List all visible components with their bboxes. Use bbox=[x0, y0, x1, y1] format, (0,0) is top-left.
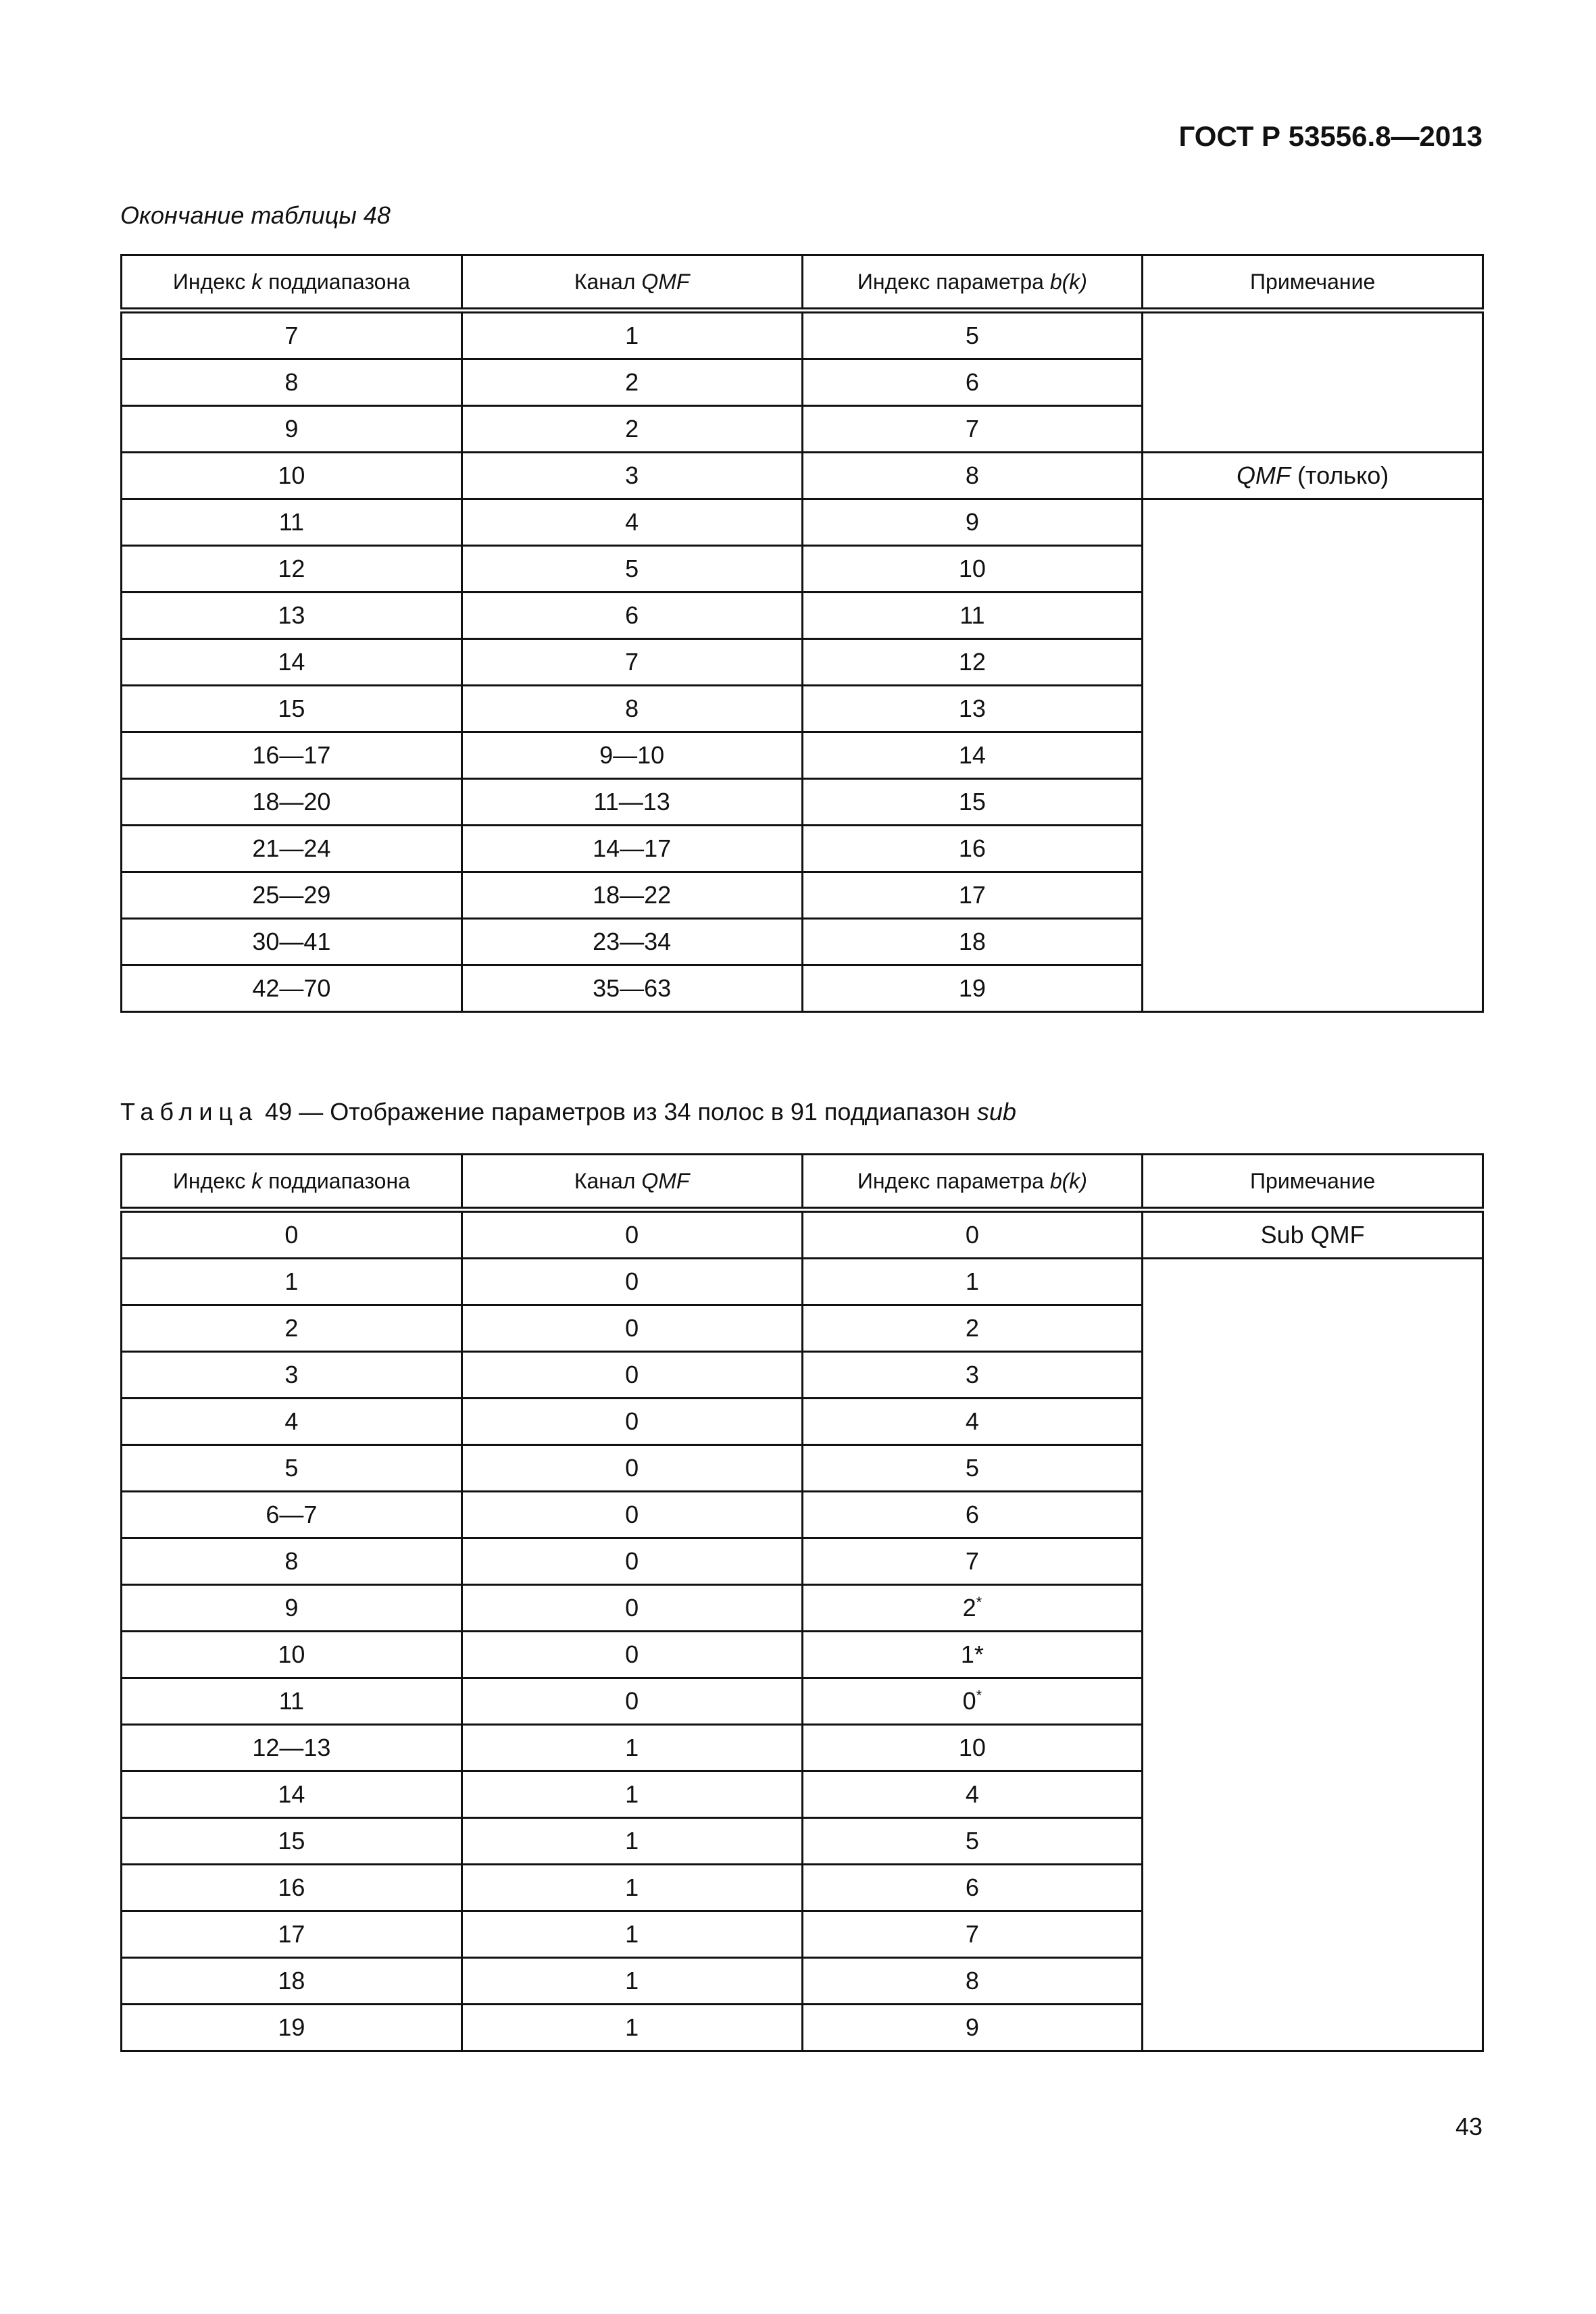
table-row bbox=[122, 453, 1483, 499]
column-header bbox=[1143, 1155, 1483, 1210]
column-header-text: поддиапазона bbox=[262, 269, 410, 294]
table-48-continuation-caption: Окончание таблицы 48 bbox=[120, 201, 391, 229]
subband-index-cell: 0 bbox=[122, 1210, 462, 1259]
note-cell bbox=[1143, 311, 1483, 453]
subband-index-cell: 10 bbox=[122, 1632, 462, 1678]
parameter-index-cell: 3 bbox=[802, 1352, 1143, 1399]
column-header-text: Примечание bbox=[1250, 1168, 1376, 1193]
qmf-channel-cell: 0 bbox=[462, 1399, 802, 1445]
document-code: ГОСТ Р 53556.8—2013 bbox=[1178, 120, 1482, 152]
parameter-index-cell: 8 bbox=[802, 1958, 1143, 2005]
parameter-index-cell: 1 bbox=[802, 1259, 1143, 1305]
parameter-index-cell: 7 bbox=[802, 1538, 1143, 1585]
parameter-index-cell: 6 bbox=[802, 1492, 1143, 1538]
table-row bbox=[122, 1210, 1483, 1259]
note-cell bbox=[1143, 1259, 1483, 2051]
qmf-channel-cell: 4 bbox=[462, 499, 802, 546]
column-header-text: Индекс bbox=[172, 1168, 252, 1193]
subband-index-cell: 9 bbox=[122, 406, 462, 453]
subband-index-cell: 7 bbox=[122, 311, 462, 359]
parameter-index-cell: 0* bbox=[802, 1678, 1143, 1725]
table-48 bbox=[120, 254, 1484, 1013]
parameter-index-cell: 11 bbox=[802, 593, 1143, 639]
column-header bbox=[1143, 255, 1483, 311]
qmf-channel-cell: 5 bbox=[462, 546, 802, 593]
parameter-index-cell: 12 bbox=[802, 639, 1143, 686]
parameter-index-cell: 18 bbox=[802, 919, 1143, 965]
table-49-label: Таблица bbox=[120, 1098, 259, 1126]
qmf-channel-cell: 0 bbox=[462, 1632, 802, 1678]
column-header-text: Примечание bbox=[1250, 269, 1376, 294]
column-header-text: Индекс параметра bbox=[857, 269, 1050, 294]
column-header-text: Канал bbox=[574, 1168, 642, 1193]
parameter-index-cell: 16 bbox=[802, 826, 1143, 872]
parameter-index-cell: 4 bbox=[802, 1399, 1143, 1445]
column-header-var: b(k) bbox=[1049, 1168, 1087, 1193]
qmf-channel-cell: 1 bbox=[462, 1911, 802, 1958]
parameter-index-cell: 2 bbox=[802, 1305, 1143, 1352]
qmf-channel-cell: 0 bbox=[462, 1305, 802, 1352]
column-header-var: QMF bbox=[641, 1168, 690, 1193]
subband-index-cell: 12—13 bbox=[122, 1725, 462, 1771]
subband-index-cell: 2 bbox=[122, 1305, 462, 1352]
subband-index-cell: 4 bbox=[122, 1399, 462, 1445]
subband-index-cell: 16—17 bbox=[122, 732, 462, 779]
subband-index-cell: 3 bbox=[122, 1352, 462, 1399]
note-text: (только) bbox=[1291, 461, 1389, 489]
parameter-index-cell: 9 bbox=[802, 2005, 1143, 2051]
subband-index-cell: 12 bbox=[122, 546, 462, 593]
parameter-index-cell: 5 bbox=[802, 311, 1143, 359]
parameter-index-cell: 9 bbox=[802, 499, 1143, 546]
qmf-channel-cell: 2 bbox=[462, 359, 802, 406]
parameter-index-cell: 10 bbox=[802, 546, 1143, 593]
subband-index-cell: 10 bbox=[122, 453, 462, 499]
table-row bbox=[122, 311, 1483, 359]
table-header-row bbox=[122, 255, 1483, 311]
column-header-var: b(k) bbox=[1049, 269, 1087, 294]
note-text: Sub QMF bbox=[1260, 1221, 1365, 1249]
parameter-index-cell: 8 bbox=[802, 453, 1143, 499]
qmf-channel-cell: 0 bbox=[462, 1538, 802, 1585]
qmf-channel-cell: 8 bbox=[462, 686, 802, 732]
column-header-text: Индекс параметра bbox=[857, 1168, 1050, 1193]
subband-index-cell: 6—7 bbox=[122, 1492, 462, 1538]
parameter-index-cell: 6 bbox=[802, 359, 1143, 406]
note-cell bbox=[1143, 1210, 1483, 1259]
qmf-channel-cell: 1 bbox=[462, 2005, 802, 2051]
subband-index-cell: 5 bbox=[122, 1445, 462, 1492]
parameter-index-cell: 7 bbox=[802, 406, 1143, 453]
subband-index-cell: 14 bbox=[122, 1771, 462, 1818]
qmf-channel-cell: 0 bbox=[462, 1585, 802, 1632]
subband-index-cell: 15 bbox=[122, 1818, 462, 1865]
column-header bbox=[122, 255, 462, 311]
parameter-index-cell: 13 bbox=[802, 686, 1143, 732]
subband-index-cell: 8 bbox=[122, 1538, 462, 1585]
column-header-var: QMF bbox=[641, 269, 690, 294]
page-number: 43 bbox=[1455, 2113, 1482, 2140]
qmf-channel-cell: 1 bbox=[462, 311, 802, 359]
subband-index-cell: 21—24 bbox=[122, 826, 462, 872]
qmf-channel-cell: 9—10 bbox=[462, 732, 802, 779]
qmf-channel-cell: 0 bbox=[462, 1678, 802, 1725]
parameter-index-cell: 6 bbox=[802, 1865, 1143, 1911]
parameter-index-cell: 5 bbox=[802, 1818, 1143, 1865]
subband-index-cell: 9 bbox=[122, 1585, 462, 1632]
parameter-index-cell: 14 bbox=[802, 732, 1143, 779]
column-header bbox=[802, 255, 1143, 311]
column-header bbox=[802, 1155, 1143, 1210]
note-var: QMF bbox=[1237, 461, 1291, 489]
parameter-index-cell: 17 bbox=[802, 872, 1143, 919]
qmf-channel-cell: 1 bbox=[462, 1725, 802, 1771]
column-header-text: поддиапазона bbox=[262, 1168, 410, 1193]
qmf-channel-cell: 1 bbox=[462, 1865, 802, 1911]
subband-index-cell: 11 bbox=[122, 499, 462, 546]
subband-index-cell: 30—41 bbox=[122, 919, 462, 965]
parameter-index-cell: 10 bbox=[802, 1725, 1143, 1771]
subband-index-cell: 13 bbox=[122, 593, 462, 639]
column-header bbox=[462, 1155, 802, 1210]
subband-index-cell: 17 bbox=[122, 1911, 462, 1958]
qmf-channel-cell: 1 bbox=[462, 1818, 802, 1865]
parameter-index-cell: 0 bbox=[802, 1210, 1143, 1259]
qmf-channel-cell: 0 bbox=[462, 1492, 802, 1538]
qmf-channel-cell: 1 bbox=[462, 1771, 802, 1818]
qmf-channel-cell: 23—34 bbox=[462, 919, 802, 965]
qmf-channel-cell: 0 bbox=[462, 1445, 802, 1492]
table-row bbox=[122, 499, 1483, 546]
qmf-channel-cell: 11—13 bbox=[462, 779, 802, 826]
qmf-channel-cell: 35—63 bbox=[462, 965, 802, 1012]
column-header-text: Индекс bbox=[172, 269, 252, 294]
table-row bbox=[122, 1259, 1483, 1305]
parameter-index-cell: 19 bbox=[802, 965, 1143, 1012]
subband-index-cell: 15 bbox=[122, 686, 462, 732]
subband-index-cell: 1 bbox=[122, 1259, 462, 1305]
qmf-channel-cell: 3 bbox=[462, 453, 802, 499]
qmf-channel-cell: 14—17 bbox=[462, 826, 802, 872]
qmf-channel-cell: 18—22 bbox=[462, 872, 802, 919]
parameter-index-cell: 1* bbox=[802, 1632, 1143, 1678]
subband-index-cell: 25—29 bbox=[122, 872, 462, 919]
parameter-index-cell: 5 bbox=[802, 1445, 1143, 1492]
column-header bbox=[462, 255, 802, 311]
qmf-channel-cell: 0 bbox=[462, 1259, 802, 1305]
qmf-channel-cell: 1 bbox=[462, 1958, 802, 2005]
footnote-mark: * bbox=[976, 1594, 982, 1611]
subband-index-cell: 16 bbox=[122, 1865, 462, 1911]
parameter-index-cell: 7 bbox=[802, 1911, 1143, 1958]
subband-index-cell: 8 bbox=[122, 359, 462, 406]
parameter-index-cell: 2* bbox=[802, 1585, 1143, 1632]
parameter-index-cell: 15 bbox=[802, 779, 1143, 826]
footnote-mark: * bbox=[976, 1687, 982, 1704]
qmf-channel-cell: 0 bbox=[462, 1352, 802, 1399]
table-49-caption bbox=[120, 1098, 1016, 1126]
subband-index-cell: 11 bbox=[122, 1678, 462, 1725]
column-header-text: Канал bbox=[574, 269, 642, 294]
table-header-row bbox=[122, 1155, 1483, 1210]
column-header-var: k bbox=[251, 1168, 263, 1193]
subband-index-cell: 14 bbox=[122, 639, 462, 686]
table-49-title: 49 — Отображение параметров из 34 полос в 91 поддиапазон bbox=[258, 1098, 977, 1126]
qmf-channel-cell: 2 bbox=[462, 406, 802, 453]
parameter-index-cell: 4 bbox=[802, 1771, 1143, 1818]
subband-index-cell: 19 bbox=[122, 2005, 462, 2051]
qmf-channel-cell: 7 bbox=[462, 639, 802, 686]
column-header bbox=[122, 1155, 462, 1210]
subband-index-cell: 18 bbox=[122, 1958, 462, 2005]
qmf-channel-cell: 6 bbox=[462, 593, 802, 639]
column-header-var: k bbox=[251, 269, 263, 294]
table-49 bbox=[120, 1153, 1484, 2052]
subband-index-cell: 42—70 bbox=[122, 965, 462, 1012]
note-cell bbox=[1143, 453, 1483, 499]
table-49-title-em: sub bbox=[976, 1098, 1016, 1126]
note-cell bbox=[1143, 499, 1483, 1012]
subband-index-cell: 18—20 bbox=[122, 779, 462, 826]
qmf-channel-cell: 0 bbox=[462, 1210, 802, 1259]
